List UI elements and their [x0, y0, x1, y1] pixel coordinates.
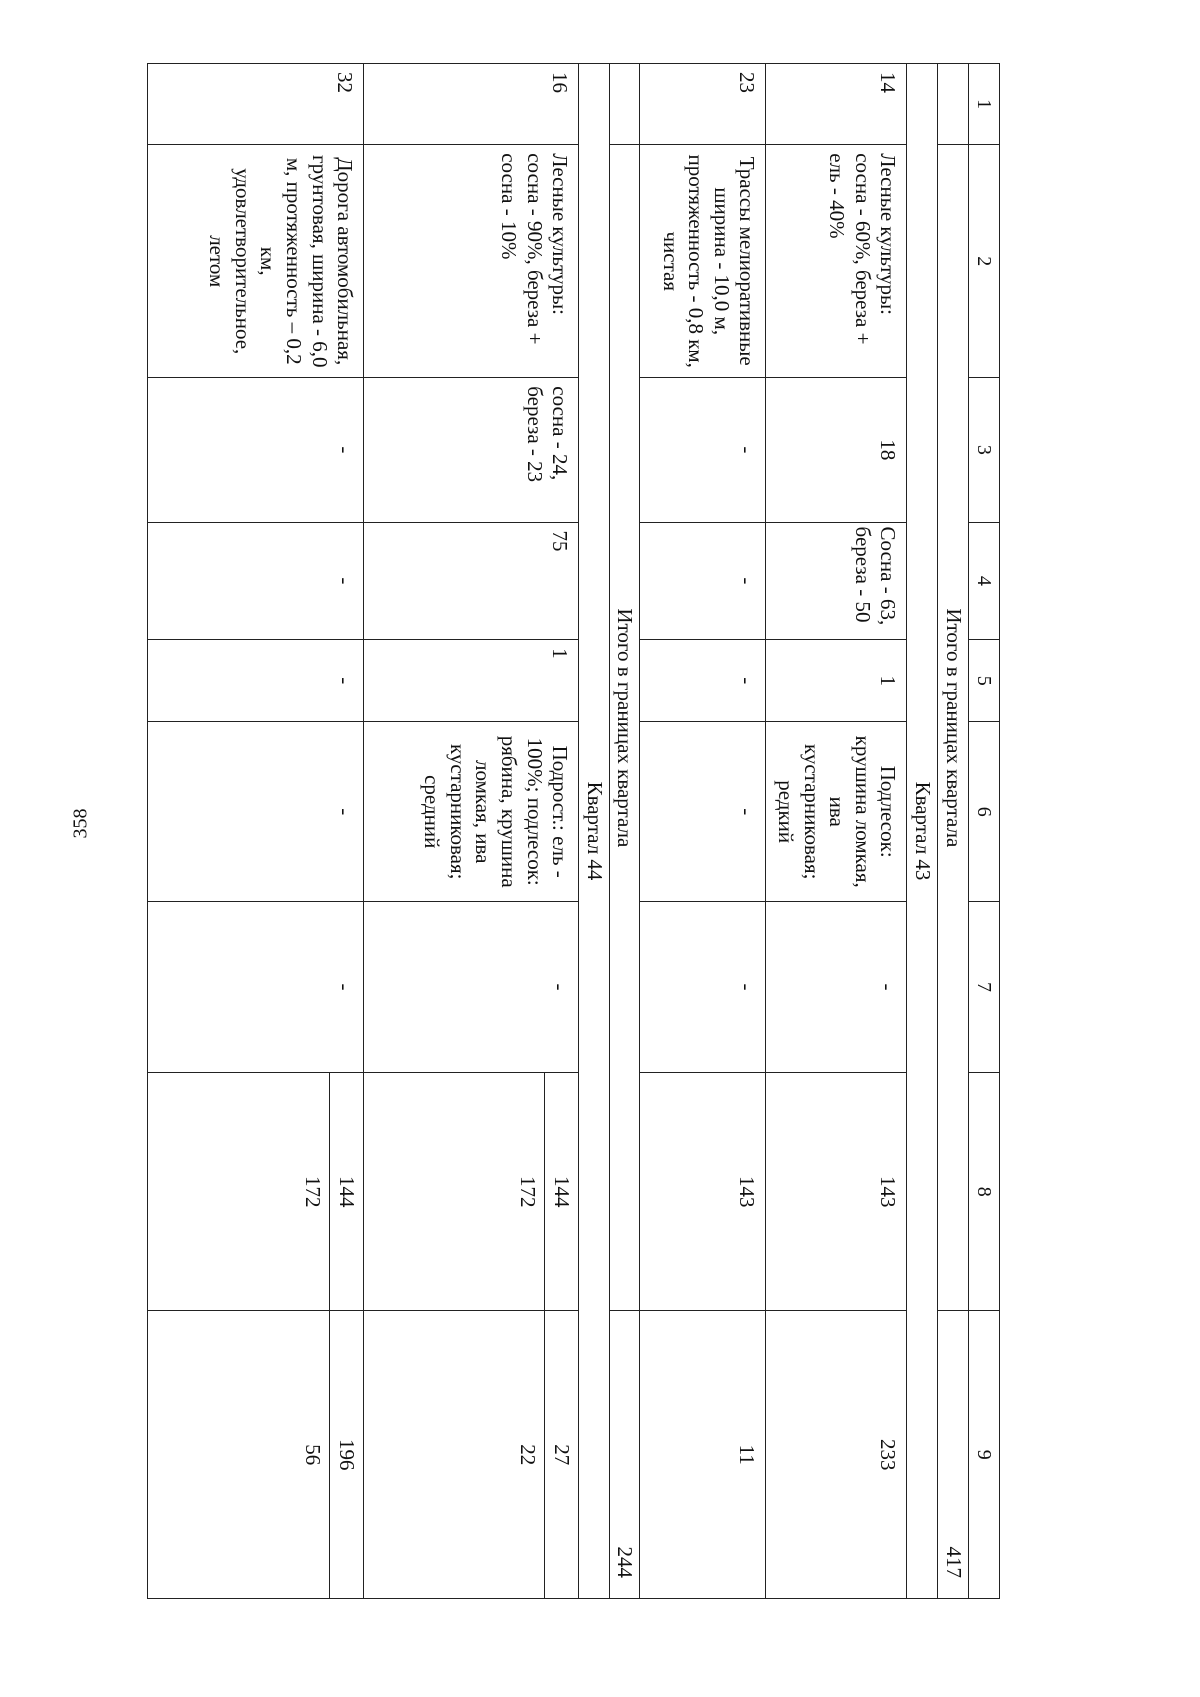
cell-col7: - [640, 902, 766, 1073]
description-cell: Лесные культуры: сосна - 90%, береза + сосна - 10% [364, 145, 579, 378]
cell-col6: - [640, 722, 766, 902]
cell-col3: 18 [766, 378, 907, 522]
section-number: 23 [640, 64, 766, 145]
section-number: 16 [364, 64, 579, 145]
column-number: 7 [968, 902, 999, 1073]
table-row [364, 64, 579, 1599]
cell-col8-second: 172 [300, 1175, 325, 1208]
cell-col6: Подлесок: крушина ломкая, ива кустарниковая; редкий [766, 722, 907, 902]
cell-col8: 143 [640, 1073, 766, 1311]
cell-col9 [364, 1311, 579, 1599]
cell-col9: 11 [640, 1311, 766, 1599]
table-row [640, 64, 766, 1599]
column-number: 3 [968, 378, 999, 522]
cell-col3: - [640, 378, 766, 522]
quarter-label: Квартал 44 [579, 64, 610, 1599]
rotated-table-page [100, 63, 1000, 1599]
quarter-summary-label: Итого в границах квартала [609, 145, 640, 1311]
description-cell: Трассы мелиоративные ширина - 10,0 м, протяженность - 0,8 км, чистая [640, 145, 766, 378]
quarter-summary-total: 417 [938, 1311, 969, 1599]
cell-col5: 1 [766, 640, 907, 722]
cell-col5: - [148, 640, 364, 722]
quarter-summary-total: 244 [609, 1311, 640, 1599]
table-row [766, 64, 907, 1599]
cell-col3: - [148, 378, 364, 522]
cell-col8 [364, 1073, 579, 1311]
section-number: 14 [766, 64, 907, 145]
cell-col8-first: 144 [544, 1073, 579, 1310]
cell-col5: 1 [364, 640, 579, 722]
cell-col9-first: 196 [329, 1311, 364, 1598]
cell-col4: - [148, 522, 364, 640]
quarter-label: Квартал 43 [907, 64, 938, 1599]
description-cell: Дорога автомобильная, грунтовая, ширина - 6,0 м, протяженность – 0,2 км, удовлетворительное, летом [148, 145, 364, 378]
cell-col6: Подрост.: ель - 100%; подлесок: рябина, крушина ломкая, ива кустарниковая; средний [364, 722, 579, 902]
section-number: 32 [148, 64, 364, 145]
cell-col8-first: 144 [329, 1073, 364, 1310]
cell-col3: сосна - 24, береза - 23 [364, 378, 579, 522]
column-number: 6 [968, 722, 999, 902]
cell-col6: - [148, 722, 364, 902]
column-number: 9 [968, 1311, 999, 1599]
column-number: 8 [968, 1073, 999, 1311]
quarter-summary-row [938, 64, 969, 1599]
cell-col7: - [364, 902, 579, 1073]
cell-col4: - [640, 522, 766, 640]
cell-col7: - [148, 902, 364, 1073]
column-number: 1 [968, 64, 999, 145]
column-number: 2 [968, 145, 999, 378]
cell-col8-second: 172 [515, 1175, 540, 1208]
cell-col8 [148, 1073, 364, 1311]
cell-col9 [148, 1311, 364, 1599]
cell-col4: Сосна - 63, береза - 50 [766, 522, 907, 640]
cell-col4: 75 [364, 522, 579, 640]
cell-col5: - [640, 640, 766, 722]
cell-col9-second: 22 [515, 1444, 540, 1466]
quarter-summary-label: Итого в границах квартала [938, 145, 969, 1311]
quarter-header-row [907, 64, 938, 1599]
cell-col9-second: 56 [300, 1444, 325, 1466]
table-row [148, 64, 364, 1599]
column-number: 5 [968, 640, 999, 722]
page-number: 358 [69, 808, 92, 839]
cell-col7: - [766, 902, 907, 1073]
description-cell: Лесные культуры: сосна - 60%, береза + ель - 40% [766, 145, 907, 378]
column-number: 4 [968, 522, 999, 640]
quarter-header-row [579, 64, 610, 1599]
quarter-summary-row [609, 64, 640, 1599]
cell-col8: 143 [766, 1073, 907, 1311]
cell-col9: 233 [766, 1311, 907, 1599]
forest-inventory-table [147, 63, 1000, 1599]
cell-col9-first: 27 [544, 1311, 579, 1598]
column-number-row [968, 64, 999, 1599]
